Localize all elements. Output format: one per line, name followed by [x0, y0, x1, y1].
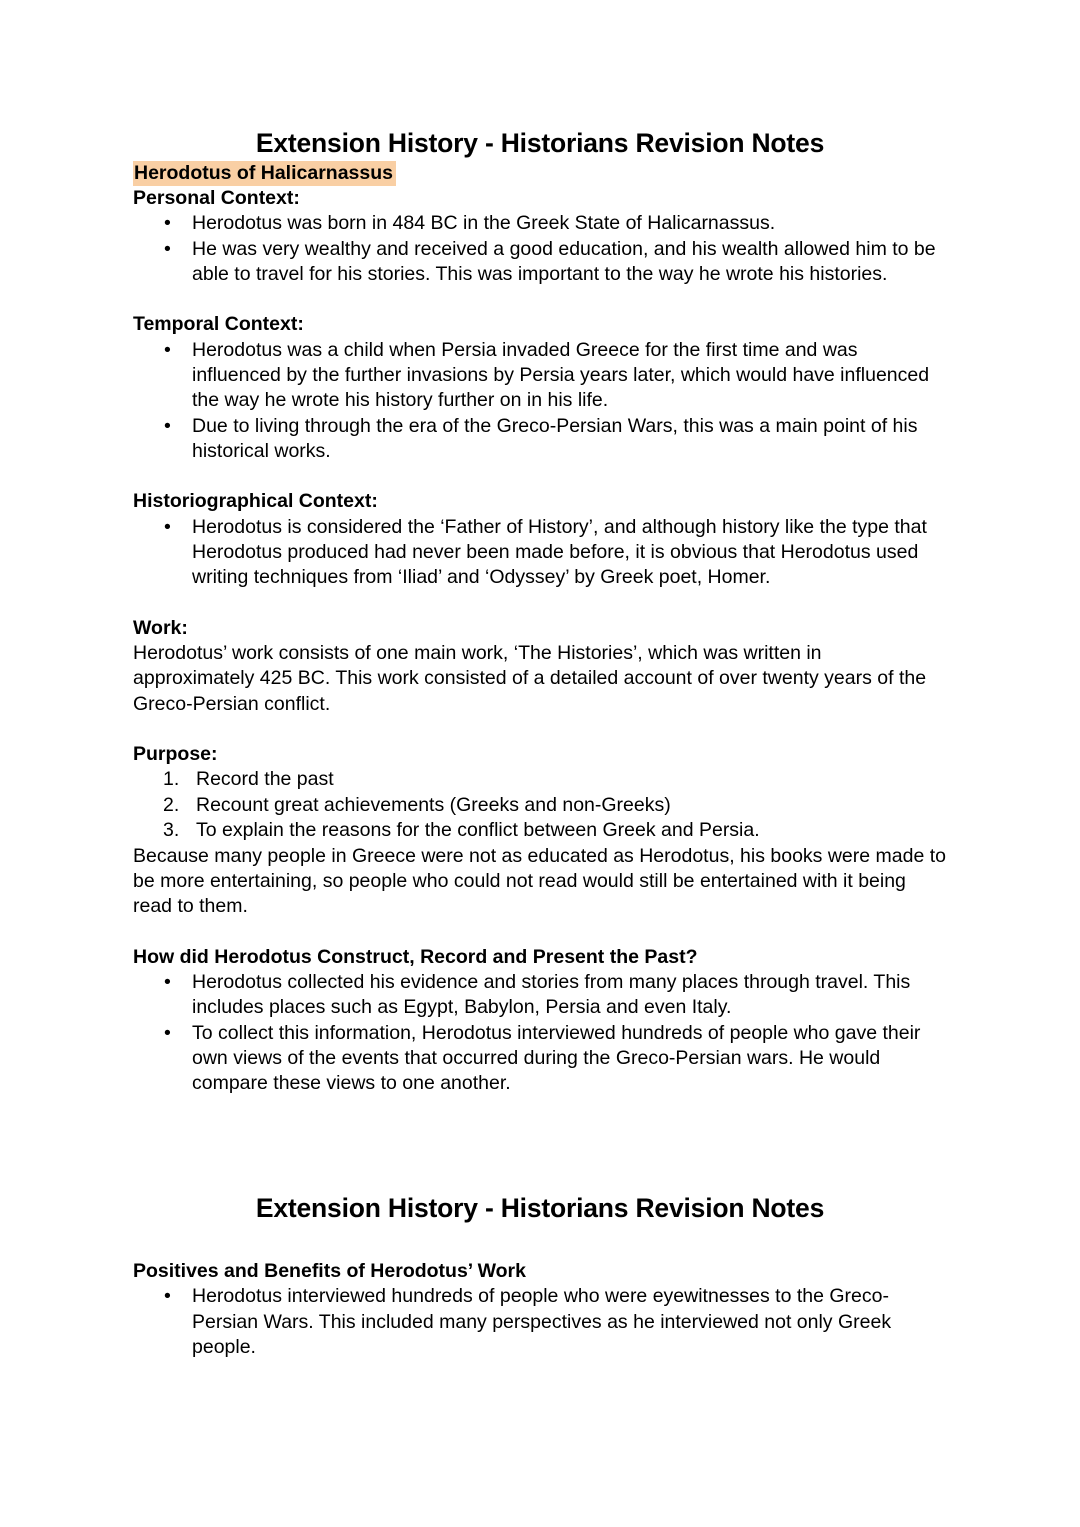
list-item-text: Record the past — [196, 768, 334, 791]
list-item-text: Herodotus interviewed hundreds of people who were eyewitnesses to the Greco-Persian Wars. This included many perspectives as he interviewed not only Greek people. — [192, 1285, 892, 1358]
bullet-icon: • — [164, 414, 171, 437]
list-item — [133, 818, 947, 843]
page-break-spacer — [133, 1097, 947, 1193]
section-heading-work: Work: — [133, 616, 188, 639]
list-item — [133, 515, 947, 591]
page-title-secondary: Extension History - Historians Revision Notes — [255, 1192, 825, 1223]
list-item — [133, 970, 947, 1021]
list-item — [133, 1284, 947, 1360]
section-heading-construct-record-present: How did Herodotus Construct, Record and Present the Past? — [133, 945, 698, 968]
list-item — [133, 211, 947, 236]
list-item — [133, 414, 947, 465]
list-item-text: Herodotus collected his evidence and stories from many places through travel. This includes places such as Egypt, Babylon, Persia and even Italy. — [192, 970, 911, 1019]
page-title-primary: Extension History - Historians Revision Notes — [255, 128, 825, 158]
section-heading-positives-benefits: Positives and Benefits of Herodotus’ Work — [133, 1259, 526, 1282]
bullet-icon: • — [164, 338, 171, 361]
list-item-text: To collect this information, Herodotus interviewed hundreds of people who gave their own views of the events that occurred during the Greco-Persian wars. He would compare these views to one another. — [192, 1021, 921, 1095]
list-item-text: To explain the reasons for the conflict between Greek and Persia. — [196, 819, 760, 842]
bullet-icon: • — [164, 1021, 171, 1044]
document-content — [133, 128, 947, 1360]
list-positives-benefits — [133, 1284, 947, 1360]
list-item-text: Recount great achievements (Greeks and non-Greeks) — [196, 793, 671, 816]
list-item-text: Herodotus is considered the ‘Father of History’, and although history like the type that Herodotus produced had never been made before, it is obvious that Herodotus used writing techniques from ‘Iliad’ and ‘Odyssey’ by Greek poet, Homer. — [192, 515, 927, 589]
highlight-mark: Herodotus of Halicarnassus — [133, 161, 396, 186]
bullet-icon: • — [164, 1285, 171, 1308]
list-item-text: Herodotus was born in 484 BC in the Greek State of Halicarnassus. — [192, 212, 776, 235]
list-item — [133, 767, 947, 792]
list-temporal-context — [133, 338, 947, 465]
section-heading-personal-context: Personal Context: — [133, 186, 300, 209]
paragraph-work: Herodotus’ work consists of one main work, ‘The Histories’, which was written in approximately 425 BC. This work consisted of a detailed account of over twenty years of the Greco-Persian conflict. — [133, 642, 927, 715]
section-heading-historiographical-context: Historiographical Context: — [133, 490, 378, 513]
section-heading-purpose: Purpose: — [133, 743, 218, 766]
list-personal-context — [133, 211, 947, 287]
spacer — [133, 920, 947, 945]
subject-heading-herodotus — [133, 161, 947, 186]
list-number: 3. — [163, 819, 180, 842]
spacer — [133, 591, 947, 616]
spacer — [133, 464, 947, 489]
list-item — [133, 793, 947, 818]
spacer — [133, 717, 947, 742]
list-number: 2. — [163, 793, 180, 816]
list-number: 1. — [163, 768, 180, 791]
list-item-text: Herodotus was a child when Persia invaded Greece for the first time and was influenced by the further invasions by Persia years later, which would have influenced the way he wrote his history further on in his life. — [192, 338, 930, 412]
paragraph-purpose: Because many people in Greece were not as educated as Herodotus, his books were made to be more entertaining, so people who could not read would still be entertained with it being read to them. — [133, 844, 946, 918]
section-heading-temporal-context: Temporal Context: — [133, 313, 304, 336]
list-item-text: Due to living through the era of the Greco-Persian Wars, this was a main point of his historical works. — [192, 414, 918, 463]
list-item — [133, 237, 947, 288]
bullet-icon: • — [164, 970, 171, 993]
list-historiographical-context — [133, 515, 947, 591]
bullet-icon: • — [164, 515, 171, 538]
list-construct-record-present — [133, 970, 947, 1097]
spacer — [133, 1223, 947, 1259]
bullet-icon: • — [164, 237, 171, 260]
bullet-icon: • — [164, 212, 171, 235]
list-item-text: He was very wealthy and received a good education, and his wealth allowed him to be able to travel for his stories. This was important to the way he wrote his histories. — [192, 237, 936, 285]
list-item — [133, 338, 947, 414]
list-purpose — [133, 767, 947, 843]
spacer — [133, 287, 947, 312]
list-item — [133, 1021, 947, 1097]
